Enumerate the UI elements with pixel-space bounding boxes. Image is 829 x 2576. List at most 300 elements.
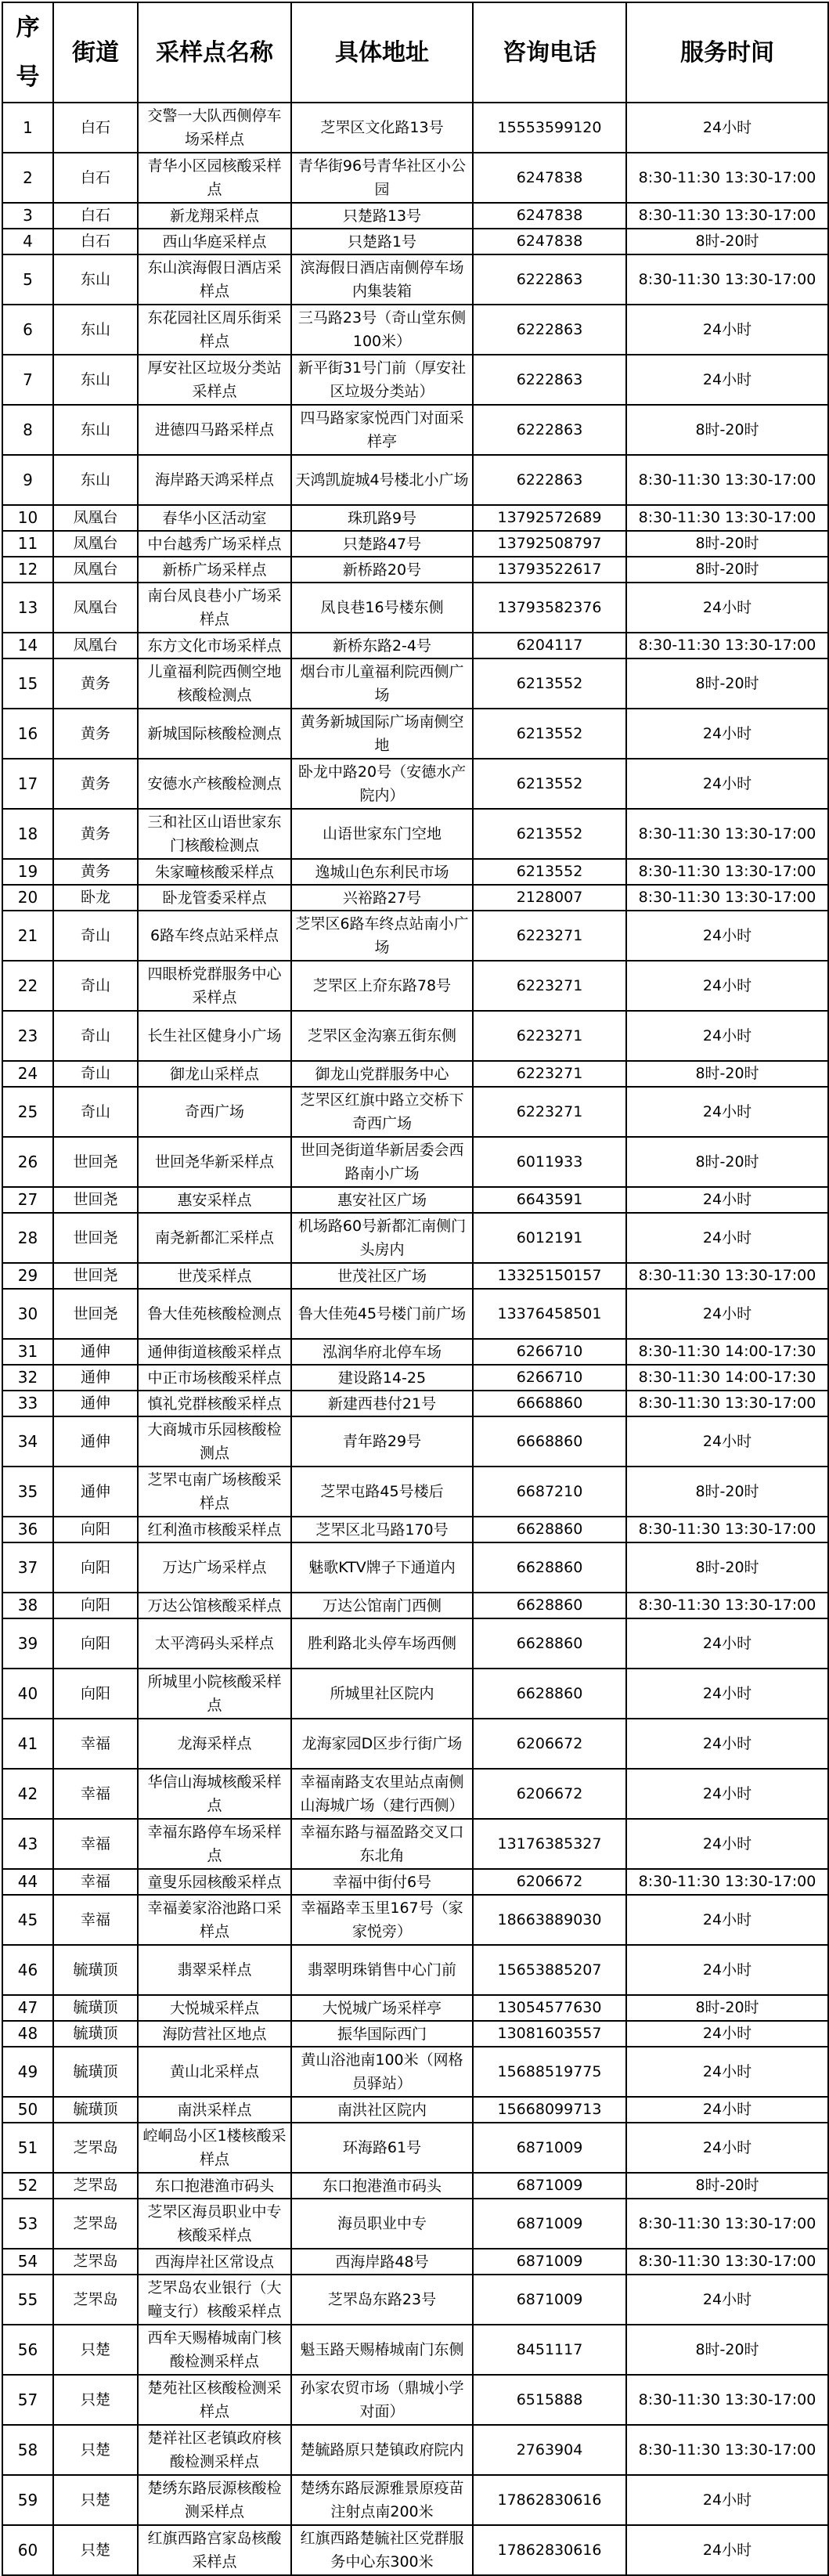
cell-name: 华信山海城核酸采样点 xyxy=(138,1769,291,1819)
cell-address: 大悦城广场采样亭 xyxy=(291,1995,473,2021)
cell-name: 进德四马路采样点 xyxy=(138,405,291,455)
cell-address: 芝罘区红旗中路立交桥下奇西广场 xyxy=(291,1087,473,1137)
cell-street: 通伸 xyxy=(53,1391,138,1416)
cell-seq: 43 xyxy=(2,1819,53,1869)
cell-address: 滨海假日酒店南侧停车场内集装箱 xyxy=(291,254,473,305)
cell-phone: 6628860 xyxy=(473,1618,626,1669)
cell-name: 大商城市乐园核酸检测点 xyxy=(138,1416,291,1467)
cell-street: 芝罘岛 xyxy=(53,2173,138,2199)
table-row xyxy=(2,1011,828,1061)
cell-name: 翡翠采样点 xyxy=(138,1945,291,1995)
cell-address: 新建西巷付21号 xyxy=(291,1391,473,1416)
cell-name: 东花园社区周乐街采样点 xyxy=(138,305,291,355)
cell-street: 只楚 xyxy=(53,2425,138,2475)
cell-name: 奇西广场 xyxy=(138,1087,291,1137)
cell-seq: 13 xyxy=(2,583,53,633)
cell-street: 幸福 xyxy=(53,1719,138,1769)
cell-name: 鲁大佳苑核酸检测点 xyxy=(138,1289,291,1339)
cell-seq: 55 xyxy=(2,2275,53,2325)
table-row xyxy=(2,709,828,759)
cell-seq: 8 xyxy=(2,405,53,455)
cell-hours: 8:30-11:30 14:00-17:30 xyxy=(626,1365,828,1391)
cell-address: 东口抱港渔市码头 xyxy=(291,2173,473,2199)
cell-name: 芝罘区海员职业中专核酸采样点 xyxy=(138,2199,291,2249)
cell-address: 卧龙中路20号（安德水产院内） xyxy=(291,759,473,809)
cell-phone: 6213552 xyxy=(473,859,626,885)
cell-name: 南台凤良巷小广场采样点 xyxy=(138,583,291,633)
cell-seq: 19 xyxy=(2,859,53,885)
cell-address: 建设路14-25 xyxy=(291,1365,473,1391)
cell-name: 西山华庭采样点 xyxy=(138,229,291,254)
cell-seq: 56 xyxy=(2,2325,53,2375)
cell-name: 童叟乐园核酸采样点 xyxy=(138,1869,291,1895)
header-hours: 服务时间 xyxy=(626,2,828,103)
cell-phone: 13792572689 xyxy=(473,505,626,531)
cell-address: 新桥路20号 xyxy=(291,557,473,583)
cell-name: 四眼桥党群服务中心采样点 xyxy=(138,961,291,1011)
cell-address: 所城里社区院内 xyxy=(291,1669,473,1719)
cell-phone: 6871009 xyxy=(473,2123,626,2173)
table-row xyxy=(2,229,828,254)
cell-name: 安德水产核酸检测点 xyxy=(138,759,291,809)
cell-phone: 13793582376 xyxy=(473,583,626,633)
cell-address: 珠玑路9号 xyxy=(291,505,473,531)
cell-hours: 24小时 xyxy=(626,1618,828,1669)
cell-seq: 22 xyxy=(2,961,53,1011)
cell-address: 楚绣东路辰源雅景原疫苗注射点南200米 xyxy=(291,2475,473,2525)
cell-street: 东山 xyxy=(53,405,138,455)
cell-phone: 6628860 xyxy=(473,1542,626,1593)
cell-address: 翡翠明珠销售中心门前 xyxy=(291,1945,473,1995)
cell-name: 御龙山采样点 xyxy=(138,1061,291,1087)
cell-street: 黄务 xyxy=(53,658,138,709)
cell-hours: 24小时 xyxy=(626,355,828,405)
cell-name: 6路车终点站采样点 xyxy=(138,911,291,961)
cell-address: 楚毓路原只楚镇政府院内 xyxy=(291,2425,473,2475)
cell-seq: 4 xyxy=(2,229,53,254)
table-row xyxy=(2,633,828,658)
cell-street: 通伸 xyxy=(53,1339,138,1365)
cell-street: 世回尧 xyxy=(53,1187,138,1213)
cell-phone: 13325150157 xyxy=(473,1263,626,1289)
cell-street: 幸福 xyxy=(53,1769,138,1819)
cell-hours: 8时-20时 xyxy=(626,405,828,455)
cell-phone: 6223271 xyxy=(473,1011,626,1061)
cell-name: 朱家疃核酸采样点 xyxy=(138,859,291,885)
cell-hours: 8时-20时 xyxy=(626,2173,828,2199)
cell-address: 青华街96号青华社区小公园 xyxy=(291,153,473,203)
cell-name: 卧龙管委采样点 xyxy=(138,885,291,911)
cell-phone: 6222863 xyxy=(473,405,626,455)
cell-seq: 59 xyxy=(2,2475,53,2525)
cell-hours: 8:30-11:30 13:30-17:00 xyxy=(626,203,828,229)
cell-phone: 6247838 xyxy=(473,203,626,229)
cell-hours: 8:30-11:30 13:30-17:00 xyxy=(626,2375,828,2425)
cell-hours: 24小时 xyxy=(626,1011,828,1061)
cell-address: 山语世家东门空地 xyxy=(291,809,473,859)
cell-phone: 17862830616 xyxy=(473,2525,626,2575)
cell-hours: 8时-20时 xyxy=(626,1061,828,1087)
cell-seq: 51 xyxy=(2,2123,53,2173)
table-row xyxy=(2,1769,828,1819)
cell-address: 龙海家园D区步行街广场 xyxy=(291,1719,473,1769)
cell-name: 新龙翔采样点 xyxy=(138,203,291,229)
cell-phone: 6206672 xyxy=(473,1869,626,1895)
cell-hours: 24小时 xyxy=(626,1819,828,1869)
cell-phone: 6223271 xyxy=(473,1087,626,1137)
table-row xyxy=(2,2123,828,2173)
cell-street: 东山 xyxy=(53,355,138,405)
cell-seq: 36 xyxy=(2,1517,53,1542)
cell-street: 只楚 xyxy=(53,2325,138,2375)
cell-street: 黄务 xyxy=(53,809,138,859)
header-address: 具体地址 xyxy=(291,2,473,103)
cell-seq: 10 xyxy=(2,505,53,531)
cell-hours: 24小时 xyxy=(626,2047,828,2097)
cell-hours: 24小时 xyxy=(626,2097,828,2123)
cell-phone: 6213552 xyxy=(473,709,626,759)
cell-street: 奇山 xyxy=(53,1087,138,1137)
cell-street: 奇山 xyxy=(53,961,138,1011)
cell-street: 白石 xyxy=(53,153,138,203)
cell-phone: 6628860 xyxy=(473,1517,626,1542)
cell-address: 环海路61号 xyxy=(291,2123,473,2173)
cell-name: 幸福东路停车场采样点 xyxy=(138,1819,291,1869)
cell-address: 兴裕路27号 xyxy=(291,885,473,911)
cell-name: 海岸路天鸿采样点 xyxy=(138,455,291,505)
cell-phone: 6213552 xyxy=(473,759,626,809)
table-row xyxy=(2,2021,828,2047)
cell-name: 厚安社区垃圾分类站采样点 xyxy=(138,355,291,405)
table-row xyxy=(2,2097,828,2123)
cell-address: 魅歌KTV牌子下通道内 xyxy=(291,1542,473,1593)
cell-hours: 24小时 xyxy=(626,1769,828,1819)
table-row xyxy=(2,2425,828,2475)
cell-hours: 24小时 xyxy=(626,2021,828,2047)
table-row xyxy=(2,1467,828,1517)
sampling-points-table xyxy=(2,2,829,2576)
cell-hours: 24小时 xyxy=(626,2275,828,2325)
cell-street: 通伸 xyxy=(53,1467,138,1517)
table-row xyxy=(2,2525,828,2575)
table-row xyxy=(2,1365,828,1391)
cell-seq: 2 xyxy=(2,153,53,203)
cell-seq: 12 xyxy=(2,557,53,583)
cell-seq: 16 xyxy=(2,709,53,759)
cell-seq: 20 xyxy=(2,885,53,911)
cell-name: 楚苑社区核酸检测采样点 xyxy=(138,2375,291,2425)
cell-address: 世回尧街道华新居委会西路南小广场 xyxy=(291,1137,473,1187)
cell-seq: 39 xyxy=(2,1618,53,1669)
cell-address: 逸城山色东利民市场 xyxy=(291,859,473,885)
cell-phone: 6213552 xyxy=(473,658,626,709)
cell-address: 御龙山党群服务中心 xyxy=(291,1061,473,1087)
cell-name: 楚祥社区老镇政府核酸检测采样点 xyxy=(138,2425,291,2475)
cell-hours: 24小时 xyxy=(626,1187,828,1213)
cell-phone: 15653885207 xyxy=(473,1945,626,1995)
cell-hours: 8:30-11:30 13:30-17:00 xyxy=(626,505,828,531)
cell-hours: 24小时 xyxy=(626,1895,828,1945)
cell-name: 黄山北采样点 xyxy=(138,2047,291,2097)
table-row xyxy=(2,405,828,455)
table-row xyxy=(2,1542,828,1593)
cell-address: 芝罘区上夼东路78号 xyxy=(291,961,473,1011)
cell-name: 芝罘屯南广场核酸采样点 xyxy=(138,1467,291,1517)
cell-street: 芝罘岛 xyxy=(53,2275,138,2325)
cell-hours: 8:30-11:30 13:30-17:00 xyxy=(626,1593,828,1618)
table-row xyxy=(2,1593,828,1618)
cell-seq: 38 xyxy=(2,1593,53,1618)
cell-hours: 24小时 xyxy=(626,911,828,961)
cell-phone: 6247838 xyxy=(473,229,626,254)
cell-name: 大悦城采样点 xyxy=(138,1995,291,2021)
table-row xyxy=(2,1289,828,1339)
cell-name: 儿童福利院西侧空地核酸检测点 xyxy=(138,658,291,709)
table-row xyxy=(2,557,828,583)
cell-phone: 15553599120 xyxy=(473,103,626,153)
cell-hours: 8:30-11:30 13:30-17:00 xyxy=(626,1263,828,1289)
cell-name: 三和社区山语世家东门核酸检测点 xyxy=(138,809,291,859)
cell-phone: 2128007 xyxy=(473,885,626,911)
cell-phone: 15688519775 xyxy=(473,2047,626,2097)
cell-hours: 24小时 xyxy=(626,2475,828,2525)
cell-street: 只楚 xyxy=(53,2475,138,2525)
table-row xyxy=(2,759,828,809)
cell-seq: 31 xyxy=(2,1339,53,1365)
cell-hours: 24小时 xyxy=(626,1213,828,1263)
table-row xyxy=(2,809,828,859)
cell-street: 世回尧 xyxy=(53,1137,138,1187)
cell-seq: 33 xyxy=(2,1391,53,1416)
cell-street: 东山 xyxy=(53,305,138,355)
table-row xyxy=(2,1087,828,1137)
cell-address: 新平街31号门前（厚安社区垃圾分类站） xyxy=(291,355,473,405)
cell-name: 太平湾码头采样点 xyxy=(138,1618,291,1669)
cell-phone: 6515888 xyxy=(473,2375,626,2425)
table-body xyxy=(2,103,828,2575)
cell-hours: 8:30-11:30 13:30-17:00 xyxy=(626,1869,828,1895)
cell-street: 世回尧 xyxy=(53,1213,138,1263)
cell-street: 向阳 xyxy=(53,1593,138,1618)
cell-address: 黄山浴池南100米（网格员驿站） xyxy=(291,2047,473,2097)
cell-seq: 30 xyxy=(2,1289,53,1339)
table-row xyxy=(2,203,828,229)
cell-name: 南尧新都汇采样点 xyxy=(138,1213,291,1263)
cell-phone: 15668099713 xyxy=(473,2097,626,2123)
cell-street: 幸福 xyxy=(53,1869,138,1895)
table-row xyxy=(2,2199,828,2249)
cell-name: 通伸街道核酸采样点 xyxy=(138,1339,291,1365)
cell-address: 烟台市儿童福利院西侧广场 xyxy=(291,658,473,709)
table-row xyxy=(2,1213,828,1263)
cell-phone: 6871009 xyxy=(473,2199,626,2249)
cell-phone: 6871009 xyxy=(473,2275,626,2325)
table-row xyxy=(2,355,828,405)
cell-hours: 8时-20时 xyxy=(626,1467,828,1517)
table-row xyxy=(2,1669,828,1719)
cell-phone: 13176385327 xyxy=(473,1819,626,1869)
cell-address: 幸福路幸玉里167号（家家悦旁） xyxy=(291,1895,473,1945)
cell-hours: 24小时 xyxy=(626,1719,828,1769)
cell-seq: 58 xyxy=(2,2425,53,2475)
cell-address: 只楚路13号 xyxy=(291,203,473,229)
cell-phone: 6222863 xyxy=(473,355,626,405)
cell-hours: 8:30-11:30 13:30-17:00 xyxy=(626,859,828,885)
cell-name: 龙海采样点 xyxy=(138,1719,291,1769)
table-row xyxy=(2,2173,828,2199)
cell-street: 毓璜顶 xyxy=(53,1995,138,2021)
cell-seq: 42 xyxy=(2,1769,53,1819)
cell-name: 万达广场采样点 xyxy=(138,1542,291,1593)
table-row xyxy=(2,1945,828,1995)
header-street: 街道 xyxy=(53,2,138,103)
cell-seq: 45 xyxy=(2,1895,53,1945)
cell-address: 机场路60号新都汇南侧门头房内 xyxy=(291,1213,473,1263)
table-row xyxy=(2,583,828,633)
table-row xyxy=(2,1517,828,1542)
cell-street: 通伸 xyxy=(53,1416,138,1467)
cell-address: 芝罘区北马路170号 xyxy=(291,1517,473,1542)
cell-hours: 8:30-11:30 13:30-17:00 xyxy=(626,2425,828,2475)
cell-phone: 6628860 xyxy=(473,1669,626,1719)
cell-address: 新桥东路2-4号 xyxy=(291,633,473,658)
cell-phone: 6222863 xyxy=(473,254,626,305)
cell-name: 东方文化市场采样点 xyxy=(138,633,291,658)
cell-street: 向阳 xyxy=(53,1517,138,1542)
table-row xyxy=(2,1995,828,2021)
cell-seq: 60 xyxy=(2,2525,53,2575)
cell-address: 万达公馆南门西侧 xyxy=(291,1593,473,1618)
cell-seq: 44 xyxy=(2,1869,53,1895)
cell-seq: 7 xyxy=(2,355,53,405)
cell-seq: 48 xyxy=(2,2021,53,2047)
cell-phone: 6687210 xyxy=(473,1467,626,1517)
cell-hours: 8时-20时 xyxy=(626,1542,828,1593)
cell-address: 孙家农贸市场（鼎城小学对面） xyxy=(291,2375,473,2425)
cell-hours: 24小时 xyxy=(626,1945,828,1995)
table-row xyxy=(2,1137,828,1187)
cell-phone: 13792508797 xyxy=(473,531,626,557)
cell-seq: 28 xyxy=(2,1213,53,1263)
table-row xyxy=(2,2475,828,2525)
cell-name: 慎礼党群核酸采样点 xyxy=(138,1391,291,1416)
cell-seq: 26 xyxy=(2,1137,53,1187)
header-seq: 序号 xyxy=(2,2,53,103)
cell-name: 春华小区活动室 xyxy=(138,505,291,531)
cell-seq: 24 xyxy=(2,1061,53,1087)
cell-name: 长生社区健身小广场 xyxy=(138,1011,291,1061)
cell-name: 新桥广场采样点 xyxy=(138,557,291,583)
cell-phone: 6628860 xyxy=(473,1593,626,1618)
cell-seq: 1 xyxy=(2,103,53,153)
cell-hours: 8:30-11:30 13:30-17:00 xyxy=(626,633,828,658)
cell-seq: 21 xyxy=(2,911,53,961)
cell-phone: 13054577630 xyxy=(473,1995,626,2021)
table-row xyxy=(2,1187,828,1213)
cell-hours: 24小时 xyxy=(626,961,828,1011)
cell-phone: 6206672 xyxy=(473,1719,626,1769)
cell-phone: 8451117 xyxy=(473,2325,626,2375)
cell-street: 黄务 xyxy=(53,859,138,885)
cell-name: 楚绣东路辰源核酸检测采样点 xyxy=(138,2475,291,2525)
cell-street: 奇山 xyxy=(53,1011,138,1061)
cell-name: 东山滨海假日酒店采样点 xyxy=(138,254,291,305)
cell-seq: 50 xyxy=(2,2097,53,2123)
cell-address: 鲁大佳苑45号楼门前广场 xyxy=(291,1289,473,1339)
table-row xyxy=(2,2275,828,2325)
table-row xyxy=(2,531,828,557)
cell-seq: 34 xyxy=(2,1416,53,1467)
cell-hours: 8:30-11:30 13:30-17:00 xyxy=(626,1391,828,1416)
cell-seq: 14 xyxy=(2,633,53,658)
cell-seq: 40 xyxy=(2,1669,53,1719)
cell-street: 向阳 xyxy=(53,1542,138,1593)
cell-phone: 6871009 xyxy=(473,2173,626,2199)
table-row xyxy=(2,911,828,961)
cell-seq: 5 xyxy=(2,254,53,305)
cell-hours: 24小时 xyxy=(626,1669,828,1719)
cell-name: 红利渔市核酸采样点 xyxy=(138,1517,291,1542)
cell-name: 惠安采样点 xyxy=(138,1187,291,1213)
cell-street: 奇山 xyxy=(53,1061,138,1087)
cell-phone: 6266710 xyxy=(473,1339,626,1365)
cell-phone: 6668860 xyxy=(473,1391,626,1416)
cell-hours: 8:30-11:30 13:30-17:00 xyxy=(626,455,828,505)
cell-phone: 13081603557 xyxy=(473,2021,626,2047)
cell-seq: 15 xyxy=(2,658,53,709)
cell-street: 白石 xyxy=(53,229,138,254)
cell-phone: 6011933 xyxy=(473,1137,626,1187)
table-row xyxy=(2,1869,828,1895)
cell-address: 三马路23号（奇山堂东侧100米） xyxy=(291,305,473,355)
table-row xyxy=(2,254,828,305)
cell-hours: 8:30-11:30 13:30-17:00 xyxy=(626,2249,828,2275)
cell-phone: 6266710 xyxy=(473,1365,626,1391)
cell-hours: 8:30-11:30 13:30-17:00 xyxy=(626,809,828,859)
table-row xyxy=(2,1895,828,1945)
cell-address: 幸福东路与福盈路交叉口东北角 xyxy=(291,1819,473,1869)
cell-address: 惠安社区广场 xyxy=(291,1187,473,1213)
cell-street: 毓璜顶 xyxy=(53,2097,138,2123)
cell-address: 西海岸路48号 xyxy=(291,2249,473,2275)
cell-seq: 54 xyxy=(2,2249,53,2275)
cell-hours: 24小时 xyxy=(626,709,828,759)
cell-hours: 24小时 xyxy=(626,583,828,633)
cell-seq: 17 xyxy=(2,759,53,809)
cell-street: 芝罘岛 xyxy=(53,2123,138,2173)
cell-name: 新城国际核酸检测点 xyxy=(138,709,291,759)
table-row xyxy=(2,961,828,1011)
cell-phone: 18663889030 xyxy=(473,1895,626,1945)
cell-hours: 24小时 xyxy=(626,759,828,809)
cell-hours: 24小时 xyxy=(626,1087,828,1137)
cell-hours: 24小时 xyxy=(626,1416,828,1467)
table-row xyxy=(2,1618,828,1669)
cell-name: 西牟天赐椿城南门核酸检测采样点 xyxy=(138,2325,291,2375)
cell-street: 世回尧 xyxy=(53,1289,138,1339)
cell-phone: 6643591 xyxy=(473,1187,626,1213)
cell-address: 芝罘岛东路23号 xyxy=(291,2275,473,2325)
cell-address: 青年路29号 xyxy=(291,1416,473,1467)
cell-street: 幸福 xyxy=(53,1819,138,1869)
table-row xyxy=(2,455,828,505)
cell-address: 天鸿凯旋城4号楼北小广场 xyxy=(291,455,473,505)
cell-name: 幸福姜家浴池路口采样点 xyxy=(138,1895,291,1945)
table-row xyxy=(2,2249,828,2275)
cell-hours: 24小时 xyxy=(626,2123,828,2173)
cell-seq: 29 xyxy=(2,1263,53,1289)
cell-address: 魁玉路天赐椿城南门东侧 xyxy=(291,2325,473,2375)
